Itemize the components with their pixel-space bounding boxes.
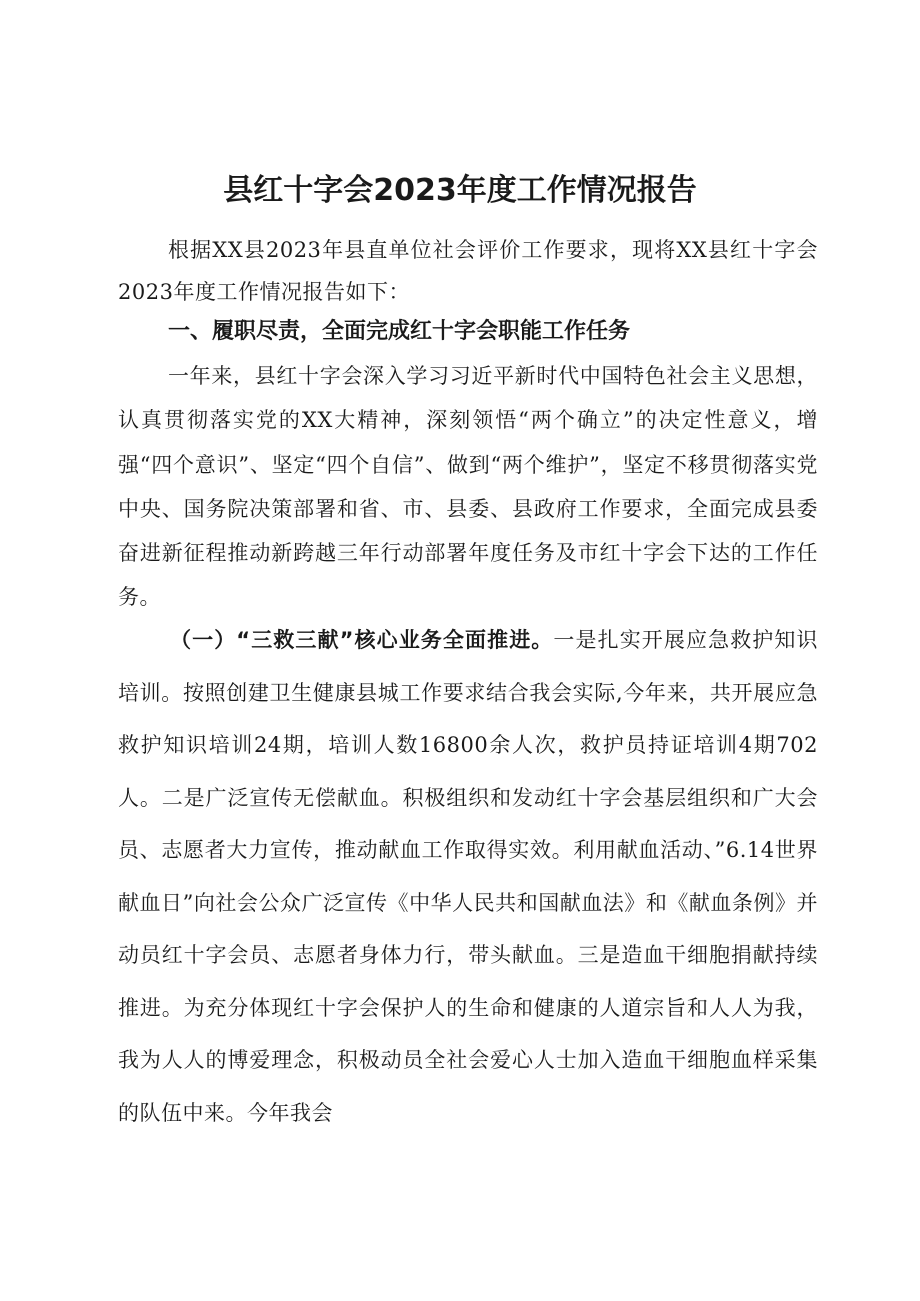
section-heading-1: 一、履职尽责，全面完成红十字会职能工作任务 <box>168 319 631 344</box>
document-title: 县红十字会2023年度工作情况报告 <box>223 173 697 208</box>
subsection-1-text: 一是扎实开展应急救护知识培训。按照创建卫生健康县城工作要求结合我会实际,今年来，共开展应急救护知识培训24期，培训人数16800余人次，救护员持证培训4期702人。二是广泛宣传无偿献血。积极组织和发动红十字会基层组织和广大会员、志愿者大力宣传，推动献血工作取得实效。利用献血活动、”6.14世界献血日”向社会公众广泛宣传《中华人民共和国献血法》和《献血条例》并动员红十字会员、志愿者身体力行，带头献血。三是造血干细胞捐献持续推进。为充分体现红十字会保护人的生命和健康的人道宗旨和人人为我，我为人人的博爱理念，积极动员全社会爱心人士加入造血干细胞血样采集的队伍中来。今年我会 <box>118 628 819 1125</box>
subsection-1-lead: （一）“三救三献”核心业务全面推进。 <box>170 628 554 652</box>
subsection-1-paragraph <box>118 614 818 1139</box>
intro-paragraph: 根据XX县2023年县直单位社会评价工作要求，现将XX县红十字会2023年度工作情况报告如下： <box>118 238 818 304</box>
section-1-paragraph: 一年来，县红十字会深入学习习近平新时代中国特色社会主义思想，认真贯彻落实党的XX大精神，深刻领悟“两个确立”的决定性意义，增强“四个意识”、坚定“四个自信”、做到“两个维护”，坚定不移贯彻落实党中央、国务院决策部署和省、市、县委、县政府工作要求，全面完成县委奋进新征程推动新跨越三年行动部署年度任务及市红十字会下达的工作任务。 <box>118 364 818 610</box>
